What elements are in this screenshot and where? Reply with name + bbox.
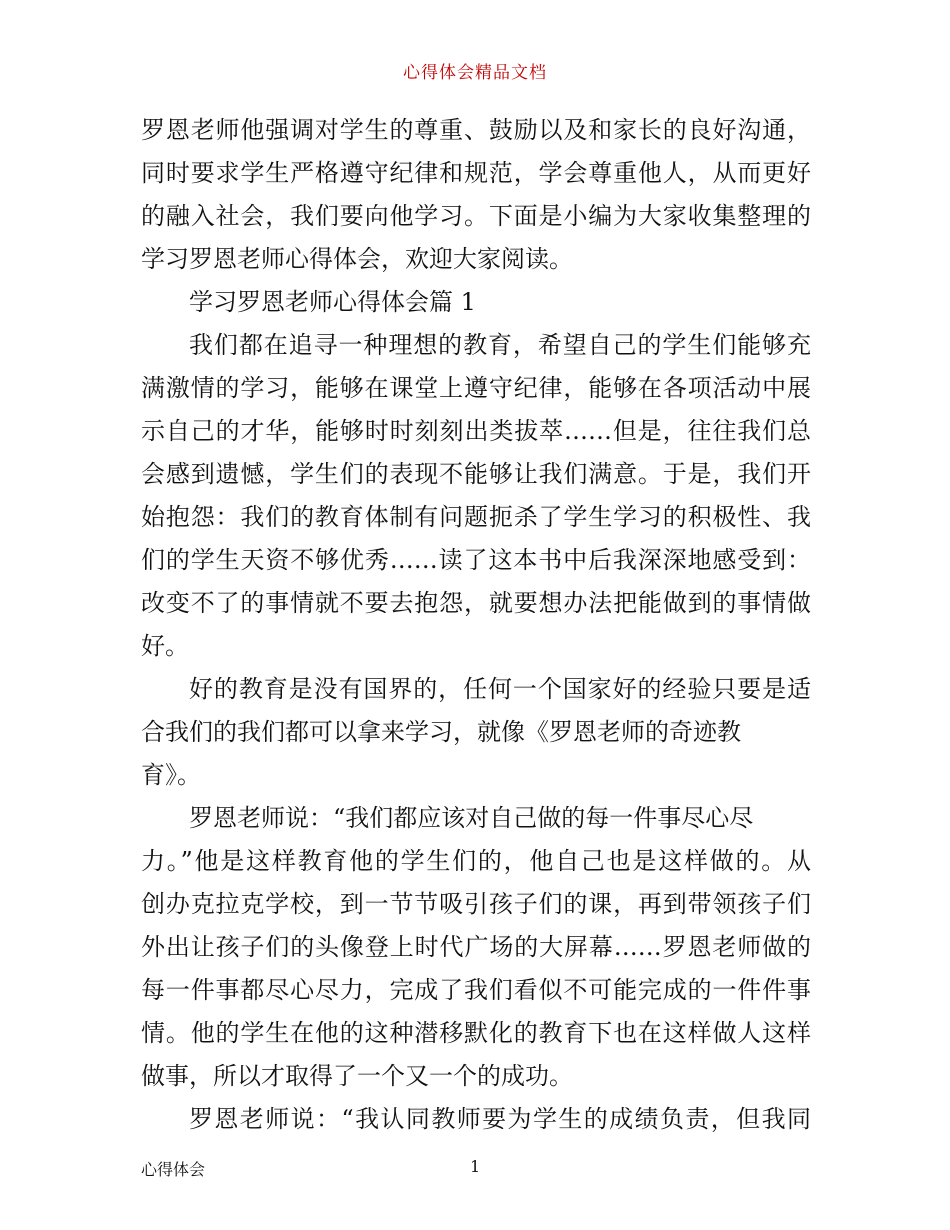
text-line: 改变不了的事情就不要去抱怨，就要想办法把能做到的事情做 — [141, 589, 811, 617]
text-line: 合我们的我们都可以拿来学习，就像《罗恩老师的奇迹教 — [141, 718, 741, 746]
text-line: 满激情的学习，能够在课堂上遵守纪律，能够在各项活动中展 — [141, 374, 811, 402]
text-line: 同时要求学生严格遵守纪律和规范，学会尊重他人，从而更好 — [141, 159, 811, 187]
text-line: 外出让孩子们的头像登上时代广场的大屏幕……罗恩老师做的 — [141, 933, 811, 961]
text-line: 的融入社会，我们要向他学习。下面是小编为大家收集整理的 — [141, 202, 811, 230]
text-line: 罗恩老师说：“我认同教师要为学生的成绩负责，但我同 — [189, 1105, 811, 1133]
document-body — [141, 109, 811, 1141]
text-line: 学习罗恩老师心得体会，欢迎大家阅读。 — [141, 245, 573, 273]
text-line: 每一件事都尽心尽力，完成了我们看似不可能完成的一件件事 — [141, 976, 811, 1004]
page-header-title: 心得体会精品文档 — [403, 63, 547, 83]
footer-label: 心得体会 — [141, 1160, 206, 1179]
page-number: 1 — [470, 1157, 481, 1176]
text-line: 们的学生天资不够优秀……读了这本书中后我深深地感受到： — [141, 546, 811, 574]
text-line: 罗恩老师他强调对学生的尊重、鼓励以及和家长的良好沟通， — [141, 116, 811, 144]
text-line: 好的教育是没有国界的，任何一个国家好的经验只要是适 — [189, 675, 811, 703]
text-line: 育》。 — [141, 761, 201, 789]
text-line: 学习罗恩老师心得体会篇 1 — [189, 288, 476, 316]
text-line: 创办克拉克学校，到一节节吸引孩子们的课，再到带领孩子们 — [141, 890, 811, 918]
text-line: 始抱怨：我们的教育体制有问题扼杀了学生学习的积极性、我 — [141, 503, 811, 531]
text-line: 会感到遗憾，学生们的表现不能够让我们满意。于是，我们开 — [141, 460, 811, 488]
text-line: 情。他的学生在他的这种潜移默化的教育下也在这样做人这样 — [141, 1019, 811, 1047]
text-line: 我们都在追寻一种理想的教育，希望自己的学生们能够充 — [189, 331, 811, 359]
text-line: 做事，所以才取得了一个又一个的成功。 — [141, 1062, 573, 1090]
text-line: 好。 — [141, 632, 189, 660]
text-line: 力。”他是这样教育他的学生们的，他自己也是这样做的。从 — [141, 847, 811, 875]
text-line: 示自己的才华，能够时时刻刻出类拔萃……但是，往往我们总 — [141, 417, 811, 445]
text-line: 罗恩老师说：“我们都应该对自己做的每一件事尽心尽 — [189, 804, 754, 832]
